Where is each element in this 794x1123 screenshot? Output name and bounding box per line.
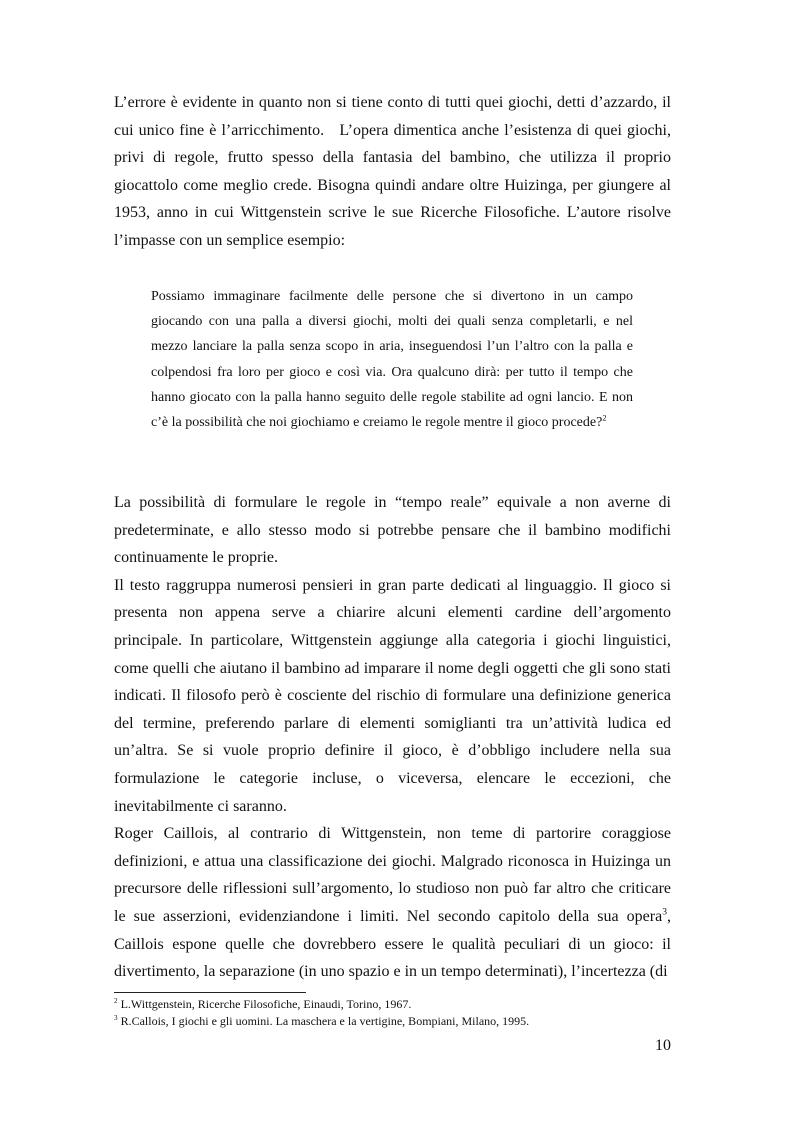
quote-text: Possiamo immaginare facilmente delle persone che si divertono in un campo giocando con una palla a diversi giochi, molti dei quali senza completarli, e nel mezzo lanciare la palla senza scopo in aria, inseguendosi l’un l’altro con la palla e colpendosi fra loro per gioco e così via. Ora qualcuno dirà: per tutto il tempo che hanno giocato con la palla hanno seguito delle regole stabilite ad ogni lancio. E non c’è la possibilità che noi giochiamo e creiamo le regole mentre il gioco procede? <box>151 289 633 431</box>
footnote-number: 2 <box>114 997 118 1005</box>
paragraph-text-part: Roger Caillois, al contrario di Wittgenstein, non teme di partorire coraggiose definizioni, e attua una classificazione dei giochi. Malgrado riconosca in Huizinga un precursore delle riflessioni sull’argomento, lo studioso non può far altro che criticare le sue asserzioni, evidenziandone i limiti. Nel secondo capitolo della sua opera <box>114 825 671 925</box>
footnote-reference[interactable]: 3 <box>662 906 667 918</box>
page-number: 10 <box>655 1037 671 1054</box>
block-quote <box>151 284 633 435</box>
footnote-text: R.Callois, I giochi e gli uomini. La maschera e la vertigine, Bompiani, Milano, 1995. <box>117 1014 530 1028</box>
paragraph-text: La possibilità di formulare le regole in “tempo reale” equivale a non averne di predeterminate, e allo stesso modo si potrebbe pensare che il bambino modifichi continuamente le proprie. <box>114 494 671 567</box>
footnotes <box>114 996 674 1030</box>
footnote <box>114 1013 674 1030</box>
paragraph-text <box>114 820 671 986</box>
paragraph-text: Il testo raggruppa numerosi pensieri in gran parte dedicati al linguaggio. Il gioco si presenta non appena serve a chiarire alcuni elementi cardine dell’argomento principale. In particolare, Wittgenstein aggiunge alla categoria i giochi linguistici, come quelli che aiutano il bambino ad imparare il nome degli oggetti che gli sono stati indicati. Il filosofo però è cosciente del rischio di formulare una definizione generica del termine, preferendo parlare di elementi somiglianti tra un’attività ludica ed un’altra. Se si vuole proprio definire il gioco, è d’obbligo includere nella sua formulazione le categorie incluse, o viceversa, elencare le eccezioni, che inevitabilmente ci saranno. <box>114 576 671 815</box>
paragraph-text-part: , Caillois espone quelle che dovrebbero essere le qualità peculiari di un gioco: il divertimento, la separazione (in uno spazio e in un tempo determinati), l’incertezza (di <box>114 907 671 981</box>
body-text-block <box>114 489 671 986</box>
footnote <box>114 996 674 1013</box>
footnote-number: 3 <box>114 1014 118 1022</box>
body-paragraph <box>114 89 671 255</box>
footnote-reference[interactable]: 2 <box>602 413 607 423</box>
footnote-text: L.Wittgenstein, Ricerche Filosofiche, Einaudi, Torino, 1967. <box>117 997 412 1011</box>
paragraph-text: L’errore è evidente in quanto non si tiene conto di tutti quei giochi, detti d’azzardo, il cui unico fine è l’arricchimento. L’opera dimentica anche l’esistenza di quei giochi, privi di regole, frutto spesso della fantasia del bambino, che utilizza il proprio giocattolo come meglio crede. Bisogna quindi andare oltre Huizinga, per giungere al 1953, anno in cui Wittgenstein scrive le sue Ricerche Filosofiche. L’autore risolve l’impasse con un semplice esempio: <box>114 94 671 249</box>
footnote-separator <box>114 992 306 993</box>
